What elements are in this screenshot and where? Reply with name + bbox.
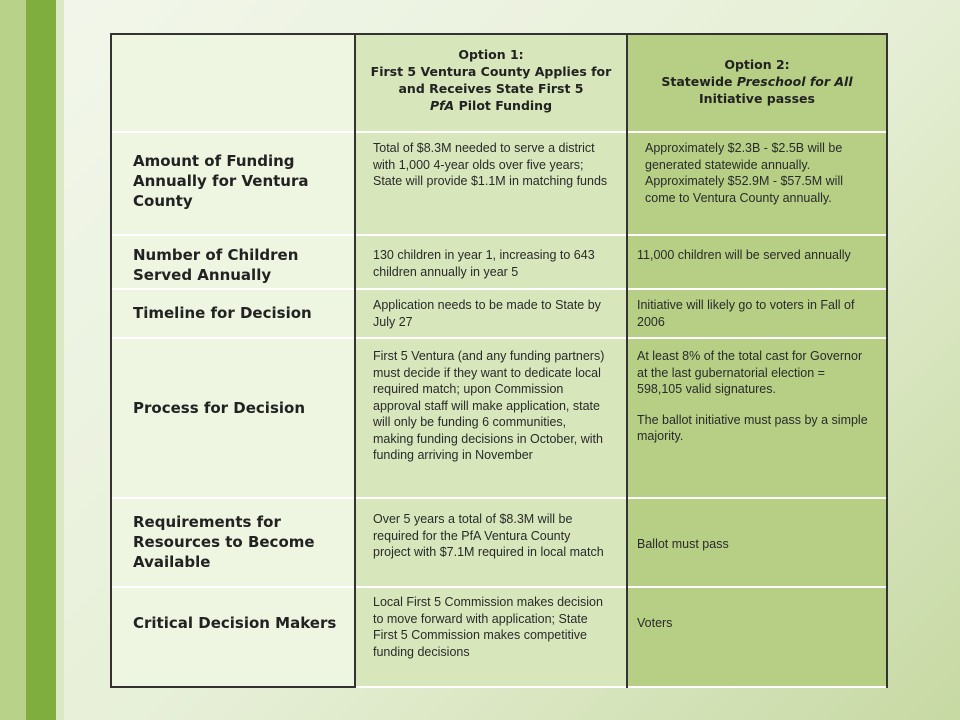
- row-label: Amount of Funding Annually for Ventura County: [133, 152, 309, 210]
- option1-cell: Over 5 years a total of $8.3M will be required for the PfA Ventura County project with $7.1M required in local match: [373, 512, 604, 559]
- table-row: [111, 132, 887, 235]
- header-row: [111, 34, 887, 132]
- option1-title: Option 1:: [458, 47, 524, 62]
- option2-title: Option 2:: [724, 57, 790, 72]
- row-label: Process for Decision: [133, 399, 306, 417]
- option1-cell: 130 children in year 1, increasing to 643 children annually in year 5: [373, 248, 595, 279]
- option2-cell: Approximately $2.3B - $2.5B will be generated statewide annually. Approximately $52.9M - $57.5M will come to Ventura County annually.: [645, 141, 843, 205]
- table-row: [111, 289, 887, 338]
- option2-italic: Preschool for All: [736, 74, 853, 89]
- option2-cell: 11,000 children will be served annually: [637, 248, 851, 262]
- row-label: Critical Decision Makers: [133, 614, 337, 632]
- row-label: Timeline for Decision: [133, 304, 312, 322]
- option1-cell: Local First 5 Commission makes decision to move forward with application; State First 5 Commission makes competitive funding decisions: [373, 595, 603, 659]
- option2-cell-extra: The ballot initiative must pass by a simple majority.: [637, 412, 868, 443]
- option1-pfa: PfA: [429, 98, 455, 113]
- option2-cell: At least 8% of the total cast for Governor at the last gubernatorial election = 598,105 valid signatures.: [637, 349, 863, 396]
- table-row: [111, 338, 887, 498]
- left-stripe-green: [26, 0, 56, 720]
- left-stripe-light: [0, 0, 26, 720]
- header-empty-cell: [111, 34, 355, 132]
- option2-cell: Initiative will likely go to voters in Fall of 2006: [637, 298, 855, 329]
- comparison-table: [110, 33, 888, 688]
- table-row: [111, 235, 887, 289]
- option1-cell: First 5 Ventura (and any funding partners) must decide if they want to dedicate local required match; upon Commission approval staff will make application, state will only be funding 6 communities, making funding decisions in October, with funding arriving in November: [373, 349, 605, 462]
- option2-cell: Voters: [637, 616, 673, 630]
- option1-desc: First 5 Ventura County Applies for and Receives State First 5 PfA Pilot Funding: [370, 64, 612, 113]
- option1-cell: Application needs to be made to State by July 27: [373, 298, 601, 329]
- left-stripe-pale: [56, 0, 64, 720]
- table-row: [111, 587, 887, 687]
- option2-header: [627, 34, 887, 132]
- table-row: [111, 498, 887, 587]
- option1-cell: Total of $8.3M needed to serve a district with 1,000 4-year olds over five years; State will provide $1.1M in matching funds: [373, 141, 608, 188]
- option2-cell: Ballot must pass: [637, 537, 729, 551]
- row-label: Number of Children Served Annually: [133, 246, 299, 284]
- row-label: Requirements for Resources to Become Available: [133, 513, 315, 571]
- option2-desc: Statewide Preschool for All Initiative passes: [661, 74, 853, 106]
- option1-header: [355, 34, 627, 132]
